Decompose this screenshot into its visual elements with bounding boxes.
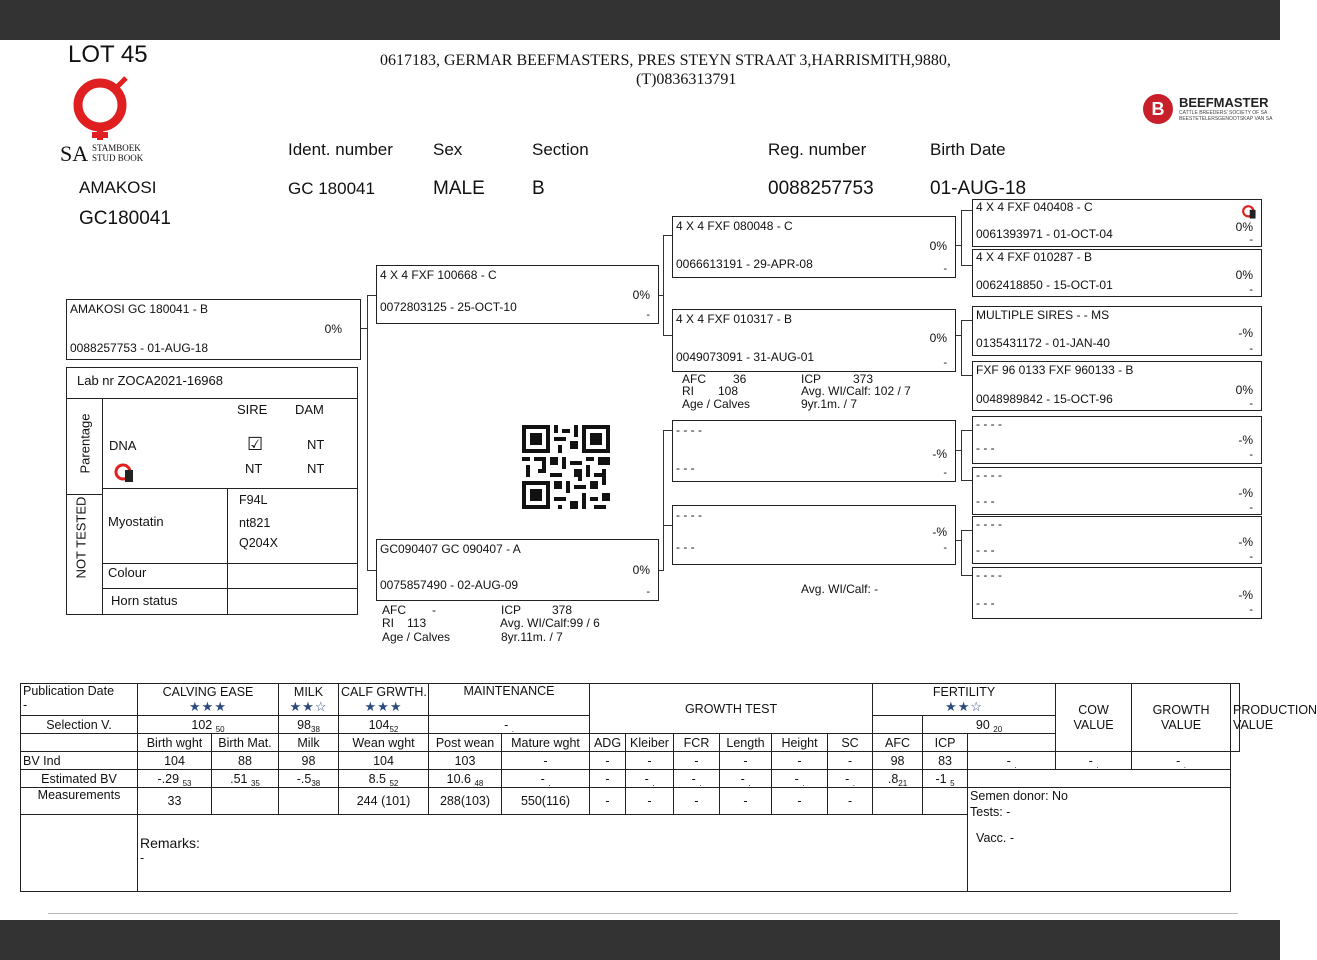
selection-ce: 102 $_{50}$ [138, 716, 279, 734]
meas-cell: - [828, 788, 873, 815]
ggp-pct: 0% [1235, 220, 1253, 234]
ggp-pct: -% [1238, 535, 1253, 549]
myostatin-value-3: Q204X [239, 536, 278, 550]
remarks-cell [138, 815, 968, 892]
col-header: Birth Mat. [212, 734, 279, 752]
ggp-dash: - [1249, 234, 1253, 246]
milk-header [279, 684, 339, 716]
est-cell: - $_.$ [626, 770, 674, 788]
maintenance-header: MAINTENANCE [429, 684, 590, 716]
calving-ease-label: CALVING EASE [162, 684, 254, 699]
est-cell: .51 $_{35}$ [212, 770, 279, 788]
great-grandparent-box [972, 467, 1262, 515]
bv-cell: 98 [279, 752, 339, 770]
connector [961, 210, 972, 211]
ggp-pct: -% [1238, 326, 1253, 340]
growth-value-header: GROWTH VALUE [1132, 684, 1231, 752]
myostatin-value-2: nt821 [239, 516, 271, 530]
connector [663, 335, 672, 336]
connector [663, 430, 672, 431]
gp-age-value: 9yr.1m. / 7 [801, 397, 858, 411]
meas-cell: - [772, 788, 828, 815]
dam-ri-value: 113 [407, 616, 427, 630]
meas-cell: - [590, 788, 626, 815]
subject-reg: 0088257753 - 01-AUG-18 [70, 341, 209, 355]
connector [367, 295, 376, 296]
bv-cell: 103 [429, 752, 502, 770]
grandparent-box [672, 216, 956, 278]
great-grandparent-box [972, 306, 1262, 356]
connector [961, 530, 972, 531]
ggp-name: MULTIPLE SIRES - - MS [976, 308, 1110, 322]
gp-reg: 0066613191 - 29-APR-08 [676, 257, 813, 271]
calf-growth-stars: ★★★ [364, 698, 403, 714]
col-header: Mature wght [502, 734, 590, 752]
sire-name: 4 X 4 FXF 100668 - C [380, 268, 497, 282]
remarks-label: Remarks: [140, 835, 200, 851]
header-birth: Birth Date [930, 140, 1006, 159]
bv-cell: - [828, 752, 873, 770]
beefmaster-sub2: BEESTETELERSGENOOTSKAP VAN SA [1179, 116, 1273, 122]
bottom-bar [0, 920, 1280, 960]
ggp-name: - - - - [976, 517, 1002, 531]
est-cell: $.8_{21}$ [873, 770, 923, 788]
bv-production-value: - $_.$ [1132, 752, 1231, 770]
ggp-name: - - - - [976, 417, 1002, 431]
ggp-reg: - - - [976, 441, 995, 455]
animal-name: AMAKOSI [79, 178, 157, 197]
bv-growth-value: - $_.$ [1056, 752, 1132, 770]
animal-reg: 0088257753 [768, 178, 874, 199]
gp-afc-label: AFC [682, 372, 706, 386]
publication-date-value: - [23, 698, 28, 712]
colour-label: Colour [108, 565, 147, 580]
lab-box [66, 367, 358, 615]
myostatin-value-1: F94L [239, 493, 268, 507]
logo-stud-book: STUD BOOK [92, 153, 144, 163]
parentage-sire-value: NT [245, 461, 263, 476]
col-header: Kleiber [626, 734, 674, 752]
parentage-label: Parentage [77, 413, 93, 474]
gp-name: - - - - [676, 508, 702, 522]
table-row [21, 788, 1240, 815]
connector [961, 320, 972, 321]
lab-nr: Lab nr ZOCA2021-16968 [77, 373, 223, 388]
connector [961, 210, 962, 265]
est-cell: - $_.$ [828, 770, 873, 788]
milk-label: MILK [293, 684, 324, 699]
meas-cell: 288(103) [429, 788, 502, 815]
col-header: ICP [923, 734, 968, 752]
dam-icp-label: ICP [501, 603, 522, 617]
great-grandparent-box [972, 249, 1262, 297]
ggp-dash: - [1249, 551, 1253, 563]
gp-reg: - - - [676, 461, 695, 475]
col-header: Length [720, 734, 772, 752]
ggp-reg: 0061393971 - 01-OCT-04 [976, 227, 1113, 241]
calving-ease-stars: ★★★ [189, 698, 227, 714]
bv-cell: - [720, 752, 772, 770]
est-cell: -.29 $_{53}$ [138, 770, 212, 788]
subject-box [66, 299, 361, 360]
gp-dash: - [943, 263, 947, 275]
bv-cell: 98 [873, 752, 923, 770]
est-cell: 8.5 $_{52}$ [339, 770, 429, 788]
subject-name: AMAKOSI GC 180041 - B [70, 302, 209, 316]
sire-pct: 0% [632, 288, 650, 302]
dam-afc-label: AFC [382, 603, 406, 617]
dam-dash: - [646, 586, 650, 598]
gp-reg: 0049073091 - 31-AUG-01 [676, 350, 815, 364]
gp-pct: -% [932, 447, 947, 461]
connector [961, 265, 972, 266]
meas-cell: - [626, 788, 674, 815]
lab-logo-icon [113, 462, 135, 484]
dam-name: GC090407 GC 090407 - A [380, 542, 521, 556]
animal-sex: MALE [433, 178, 485, 199]
dna-sire-check-icon: ☑ [247, 434, 264, 454]
gp-name: 4 X 4 FXF 010317 - B [676, 312, 793, 326]
connector [663, 525, 672, 526]
top-bar [0, 0, 1280, 40]
connector [663, 235, 672, 236]
connector [961, 430, 972, 431]
ggp-dash: - [1249, 502, 1253, 514]
dam-box [376, 539, 659, 601]
connector [961, 375, 972, 376]
selection-calf: $104_{52}$ [339, 716, 429, 734]
stud-book-emblem-icon [60, 75, 160, 145]
calf-growth-label: CALF GRWTH. [341, 684, 427, 699]
gp-ri-value: 108 [718, 384, 739, 398]
beefmaster-sub1: CATTLE BREEDERS' SOCIETY OF SA [1179, 110, 1268, 116]
est-cell: - $_.$ [502, 770, 590, 788]
bv-cell: 83 [923, 752, 968, 770]
fertility-label: FERTILITY [932, 684, 996, 699]
gp-dash: - [943, 467, 947, 479]
table-row [21, 684, 1240, 716]
meas-cell: 244 (101) [339, 788, 429, 815]
gp-afc-value: 36 [733, 372, 747, 386]
semen-tests-cell [968, 788, 1231, 892]
meas-cell: 550(116) [502, 788, 590, 815]
beefmaster-b-icon: B [1143, 94, 1173, 124]
ggp-pct: -% [1238, 486, 1253, 500]
breeding-value-table [20, 683, 1317, 892]
header-sex: Sex [433, 140, 463, 159]
dam-pct: 0% [632, 563, 650, 577]
bv-cell: - [590, 752, 626, 770]
great-grandparent-box [972, 567, 1262, 619]
ggp-name: - - - - [976, 568, 1002, 582]
selection-maint: - $_.$ [429, 716, 590, 734]
breeder-line-1: 0617183, GERMAR BEEFMASTERS, PRES STEYN STRAAT 3,HARRISMITH,9880, [380, 52, 951, 69]
ggp-reg: 0048989842 - 15-OCT-96 [976, 392, 1113, 406]
gp-pct: 0% [929, 331, 947, 345]
connector [961, 575, 972, 576]
ggp-pct: 0% [1235, 268, 1253, 282]
header-reg: Reg. number [768, 140, 867, 159]
meas-cell [873, 788, 923, 815]
dam-age-value: 8yr.11m. / 7 [501, 630, 563, 644]
cow-value-header: COW VALUE [1056, 684, 1132, 752]
est-cell: -1 $_5$ [923, 770, 968, 788]
ggp-pct: 0% [1235, 383, 1253, 397]
gp-age-label: Age / Calves [682, 397, 751, 411]
bv-cell: - [674, 752, 720, 770]
col-header: Birth wght [138, 734, 212, 752]
meas-cell: 33 [138, 788, 212, 815]
table-row [21, 770, 1240, 788]
bv-cow-value: - $_.$ [968, 752, 1056, 770]
meas-cell: - [720, 788, 772, 815]
tests: Tests: - [970, 805, 1011, 819]
production-value-header: PRODUCTION VALUE [1231, 684, 1240, 752]
bv-cell: 88 [212, 752, 279, 770]
est-cell: $-.5_{38}$ [279, 770, 339, 788]
semen-donor: Semen donor: No [970, 789, 1069, 803]
myostatin-label: Myostatin [108, 514, 164, 529]
publication-date-cell [21, 684, 138, 716]
dam-reg: 0075857490 - 02-AUG-09 [380, 578, 519, 592]
dna-dam-value: NT [307, 437, 325, 452]
meas-cell [923, 788, 968, 815]
sire-dash: - [646, 309, 650, 321]
gp-dash: - [943, 542, 947, 554]
gp-reg: - - - [676, 540, 695, 554]
dam-ri-label: RI [382, 616, 394, 630]
connector [367, 295, 368, 570]
sire-box [376, 265, 659, 324]
growth-test-header: GROWTH TEST [590, 684, 873, 734]
connector [961, 530, 962, 575]
gp2-avg: Avg. WI/Calf: - [801, 582, 879, 596]
col-header: Milk [279, 734, 339, 752]
dna-label: DNA [109, 438, 137, 453]
ggp-dash: - [1249, 449, 1253, 461]
bv-cell: 104 [138, 752, 212, 770]
beefmaster-name: BEEFMASTER [1179, 95, 1269, 110]
vaccination: Vacc. - [976, 831, 1015, 845]
sire-reg: 0072803125 - 25-OCT-10 [380, 300, 517, 314]
gp-name: - - - - [676, 423, 702, 437]
publication-date-label: Publication Date [23, 684, 115, 698]
footer-rule [48, 913, 1238, 914]
col-header: FCR [674, 734, 720, 752]
great-grandparent-box [972, 416, 1262, 464]
calving-ease-header [138, 684, 279, 716]
dam-age-label: Age / Calves [382, 630, 451, 644]
est-cell: - [590, 770, 626, 788]
subject-pct: 0% [324, 322, 342, 336]
ggp-dash: - [1249, 398, 1253, 410]
calf-growth-header [339, 684, 429, 716]
ggp-name: FXF 96 0133 FXF 960133 - B [976, 363, 1134, 377]
ggp-reg: - - - [976, 596, 995, 610]
lab-dam-header: DAM [295, 402, 324, 417]
gp-name: 4 X 4 FXF 080048 - C [676, 219, 793, 233]
col-header: ADG [590, 734, 626, 752]
ggp-dash: - [1249, 284, 1253, 296]
col-header: Height [772, 734, 828, 752]
col-header: Post wean [429, 734, 502, 752]
ggp-reg: - - - [976, 543, 995, 557]
connector [367, 570, 376, 571]
animal-birth: 01-AUG-18 [930, 178, 1027, 199]
ggp-reg: - - - [976, 494, 995, 508]
gp-pct: -% [932, 525, 947, 539]
selection-fert: 90 $_{20}$ [923, 716, 1056, 734]
meas-cell: - [674, 788, 720, 815]
animal-code: GC180041 [79, 208, 171, 229]
connector [663, 235, 664, 335]
fertility-header [873, 684, 1056, 716]
est-cell: 10.6 $_{48}$ [429, 770, 502, 788]
grandparent-box [672, 309, 956, 372]
grandparent-box [672, 420, 956, 482]
gp-dash: - [943, 357, 947, 369]
fertility-stars: ★★☆ [945, 698, 984, 714]
ggp-dash: - [1249, 343, 1253, 355]
stud-book-logo [60, 75, 160, 165]
ggp-reg: 0062418850 - 15-OCT-01 [976, 278, 1113, 292]
gp-pct: 0% [929, 239, 947, 253]
qr-code [522, 425, 610, 509]
meas-cell [212, 788, 279, 815]
ggp-reg: 0135431172 - 01-JAN-40 [976, 336, 1110, 350]
gp-icp-label: ICP [801, 372, 822, 386]
bv-cell: - [626, 752, 674, 770]
great-grandparent-box [972, 361, 1262, 411]
meas-cell [279, 788, 339, 815]
selection-label: Selection V. [21, 716, 138, 734]
table-row [21, 752, 1240, 770]
gp-icp-value: 373 [853, 372, 874, 386]
est-cell: - $_.$ [772, 770, 828, 788]
lot-number: LOT 45 [68, 41, 148, 68]
col-header: AFC [873, 734, 923, 752]
connector [961, 430, 962, 480]
beefmaster-logo [1143, 94, 1273, 126]
animal-ident: GC 180041 [288, 179, 375, 198]
ggp-pct: -% [1238, 433, 1253, 447]
bv-label: BV Ind [21, 752, 138, 770]
great-grandparent-box [972, 516, 1262, 564]
not-tested-label: NOT TESTED [73, 496, 89, 579]
est-label: Estimated BV [21, 770, 138, 788]
gp-avg: Avg. WI/Calf: 102 / 7 [801, 384, 911, 398]
gp-ri-label: RI [682, 384, 694, 398]
ggp-name: - - - - [976, 468, 1002, 482]
est-cell: - $_.$ [720, 770, 772, 788]
connector [961, 320, 962, 375]
grandparent-box [672, 505, 956, 565]
milk-stars: ★★☆ [289, 698, 328, 714]
connector [961, 480, 972, 481]
ggp-lab-logo-icon [1241, 204, 1257, 220]
dam-afc-value: - [432, 603, 436, 617]
bv-cell: - [772, 752, 828, 770]
col-header: Wean wght [339, 734, 429, 752]
dam-avg: Avg. WI/Calf:99 / 6 [500, 616, 600, 630]
ggp-pct: -% [1238, 588, 1253, 602]
col-header: SC [828, 734, 873, 752]
bv-cell: - [502, 752, 590, 770]
great-grandparent-box [972, 199, 1262, 247]
header-ident: Ident. number [288, 140, 393, 159]
connector [663, 430, 664, 570]
animal-section: B [532, 178, 545, 199]
logo-stamboek: STAMBOEK [92, 143, 141, 153]
ggp-name: 4 X 4 FXF 010287 - B [976, 250, 1093, 264]
ggp-dash: - [1249, 604, 1253, 616]
bv-cell: 104 [339, 752, 429, 770]
ggp-name: 4 X 4 FXF 040408 - C [976, 200, 1093, 214]
dam-icp-value: 378 [552, 603, 573, 617]
meas-label: Measurements [21, 788, 138, 815]
horn-status-label: Horn status [111, 593, 178, 608]
selection-milk: $98_{38}$ [279, 716, 339, 734]
breeder-line-2: (T)0836313791 [636, 71, 737, 88]
header-section: Section [532, 140, 589, 159]
est-cell: - $_.$ [674, 770, 720, 788]
remarks-value: - [140, 851, 145, 865]
lab-sire-header: SIRE [237, 402, 268, 417]
logo-sa: SA [60, 141, 89, 166]
parentage-dam-value: NT [307, 461, 325, 476]
